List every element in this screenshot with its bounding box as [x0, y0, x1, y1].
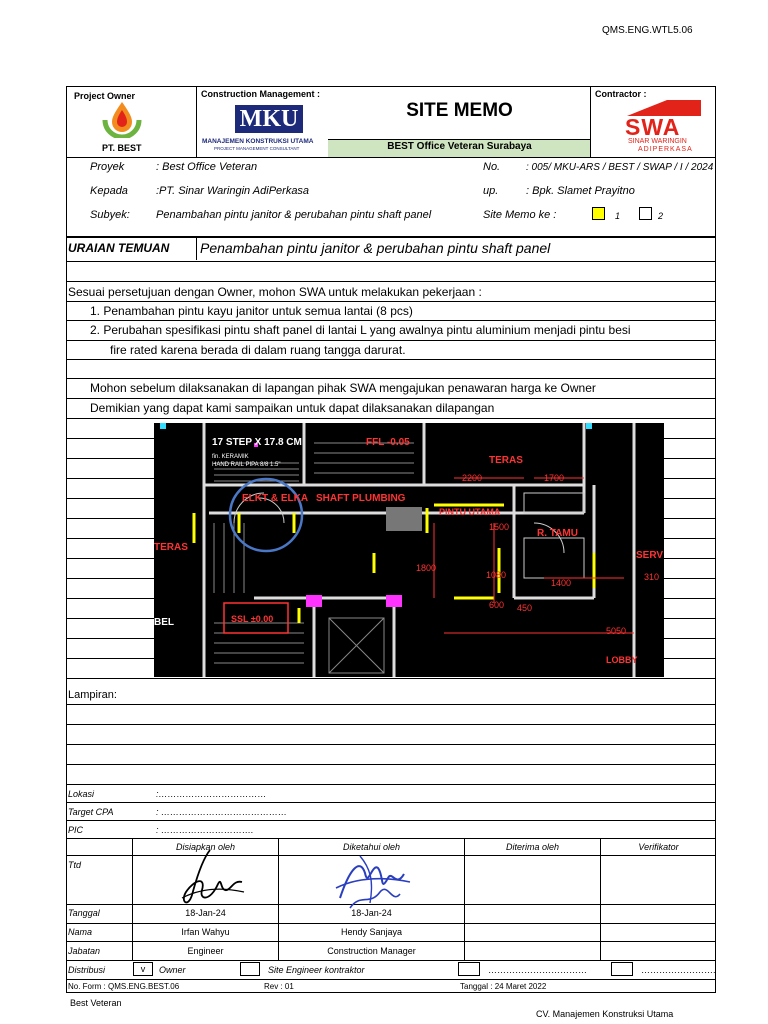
signature-2	[330, 848, 414, 916]
pic-value: : ………………………….	[156, 825, 254, 835]
body-line-4: fire rated karena berada di dalam ruang tangga darurat.	[110, 343, 406, 357]
serv-label: SERV	[636, 550, 664, 561]
footer-form-no: No. Form : QMS.ENG.BEST.06	[68, 982, 180, 991]
body-line-6: Demikian yang dapat kami sampaikan untuk dapat dilaksanakan dilapangan	[90, 401, 495, 415]
body-line-5: Mohon sebelum dilaksanakan di lapangan pihak SWA mengajukan penawaran harga ke Owner	[90, 381, 596, 395]
ssl-label: SSL ±0.00	[231, 614, 274, 624]
dim-1700: 1700	[544, 473, 565, 483]
distribusi-label: Distribusi	[68, 965, 106, 975]
footer-rev: Rev : 01	[264, 982, 294, 991]
page-subtitle: BEST Office Veteran Surabaya	[387, 141, 532, 152]
mku-subtitle-2: PROJECT MANAGEMENT CONSULTANT	[214, 146, 300, 151]
footer-right: CV. Manajemen Konstruksi Utama	[536, 1009, 674, 1019]
col1-date: 18-Jan-24	[185, 908, 226, 918]
col1-name: Irfan Wahyu	[181, 927, 230, 937]
pic-label: PIC	[68, 825, 84, 835]
tanggal-label: Tanggal	[68, 908, 100, 918]
cm-label: Construction Management :	[201, 89, 321, 99]
distribusi-option-4-label: …………………….	[641, 965, 716, 975]
proyek-label: Proyek	[90, 161, 125, 173]
owner-logo	[99, 100, 145, 138]
mku-subtitle-1: MANAJEMEN KONSTRUKSI UTAMA	[202, 138, 314, 145]
memo-option-2-checkbox[interactable]	[639, 207, 652, 220]
uraian-label: URAIAN TEMUAN	[68, 241, 170, 255]
memo-option-1-label: 1	[615, 211, 621, 221]
bel-label: BEL	[154, 617, 174, 628]
body-line-2: 1. Penambahan pintu kayu janitor untuk semua lantai (8 pcs)	[90, 304, 413, 318]
project-owner-name: PT. BEST	[102, 143, 142, 153]
form-code: QMS.ENG.WTL5.06	[602, 25, 693, 36]
stair-title: 17 STEP X 17.8 CM	[212, 437, 302, 448]
floor-plan-drawing	[154, 423, 664, 677]
up-value: : Bpk. Slamet Prayitno	[526, 185, 635, 197]
body-line-1: Sesuai persetujuan dengan Owner, mohon SWA untuk melakukan pekerjaan :	[68, 285, 482, 299]
dim-1080: 1080	[486, 570, 507, 580]
swa-subtitle-2: ADIPERKASA	[638, 146, 693, 153]
up-label: up.	[483, 185, 499, 197]
contractor-label: Contractor :	[595, 89, 647, 99]
dim-600: 600	[489, 600, 505, 610]
subyek-value: Penambahan pintu janitor & perubahan pintu shaft panel	[156, 209, 432, 221]
distribusi-option-3-checkbox[interactable]	[458, 962, 480, 976]
kepada-label: Kepada	[90, 185, 128, 197]
ttd-label: Ttd	[68, 860, 82, 870]
body-line-3: 2. Perubahan spesifikasi pintu shaft panel di lantai L yang awalnya pintu aluminium menjadi pintu besi	[90, 323, 631, 337]
target-value: : ……………………………………	[156, 807, 288, 817]
swa-logo-text: SWA	[625, 114, 681, 140]
col2-title: Construction Manager	[327, 946, 416, 956]
proyek-value: : Best Office Veteran	[156, 161, 258, 173]
pintu-utama-label: PINTU UTAMA	[439, 507, 501, 517]
subyek-label: Subyek:	[90, 209, 130, 221]
memo-option-1-checkbox[interactable]	[592, 207, 605, 220]
dim-1400: 1400	[551, 578, 572, 588]
lampiran-label: Lampiran:	[68, 689, 117, 701]
no-value: : 005/ MKU-ARS / BEST / SWAP / I / 2024	[526, 162, 714, 173]
kepada-value: :PT. Sinar Waringin AdiPerkasa	[156, 185, 310, 197]
distribusi-owner-checkbox[interactable]: v	[133, 962, 153, 976]
teras-left-label: TERAS	[154, 542, 188, 553]
col2-name: Hendy Sanjaya	[340, 927, 403, 937]
page-title: SITE MEMO	[406, 100, 513, 121]
distribusi-owner-label: Owner	[159, 965, 186, 975]
dim-1500: 1500	[489, 522, 510, 532]
memo-option-2-label: 2	[658, 211, 664, 221]
shaft-label: SHAFT PLUMBING	[316, 493, 406, 504]
dim-2200: 2200	[462, 473, 483, 483]
no-label: No.	[483, 161, 501, 173]
lobby-label: LOBBY	[606, 655, 638, 665]
dim-5050: 5050	[606, 626, 627, 636]
footer-tanggal: Tanggal : 24 Maret 2022	[460, 982, 547, 991]
jabatan-label: Jabatan	[68, 946, 101, 956]
swa-subtitle-1: SINAR WARINGIN	[628, 138, 687, 145]
col1-header: Disiapkan oleh	[175, 842, 236, 852]
stair-sub-2: HAND RAIL PIPA 8/8 1.5"	[212, 462, 281, 468]
distribusi-option-3-label: ……………………………	[488, 965, 587, 975]
r-tamu-label: R. TAMU	[537, 528, 578, 539]
col3-header: Diterima oleh	[505, 842, 560, 852]
stair-sub-1: fin. KERAMIK	[212, 454, 249, 460]
mku-logo: MKU	[235, 105, 303, 133]
col2-header: Diketahui oleh	[342, 842, 401, 852]
distribusi-option-4-checkbox[interactable]	[611, 962, 633, 976]
col2-date: 18-Jan-24	[351, 908, 392, 918]
ffl-label: FFL -0.05	[366, 437, 410, 448]
col1-title: Engineer	[187, 946, 224, 956]
distribusi-site-engineer-checkbox[interactable]	[240, 962, 260, 976]
teras-right-label: TERAS	[489, 455, 523, 466]
project-owner-label: Project Owner	[74, 91, 136, 101]
col4-header: Verifikator	[638, 842, 679, 852]
elkt-label: ELKT & ELKA	[242, 493, 309, 504]
footer-left: Best Veteran	[70, 998, 122, 1008]
nama-label: Nama	[68, 927, 93, 937]
uraian-value: Penambahan pintu janitor & perubahan pintu shaft panel	[200, 240, 551, 256]
memo-ke-label: Site Memo ke :	[483, 209, 557, 221]
distribusi-site-engineer-label: Site Engineer kontraktor	[268, 965, 365, 975]
target-label: Target CPA	[68, 807, 114, 817]
dim-1800: 1800	[416, 563, 437, 573]
dim-450: 450	[517, 603, 533, 613]
lokasi-value: :………………………………	[156, 789, 267, 799]
dim-310: 310	[644, 572, 660, 582]
lokasi-label: Lokasi	[68, 789, 95, 799]
